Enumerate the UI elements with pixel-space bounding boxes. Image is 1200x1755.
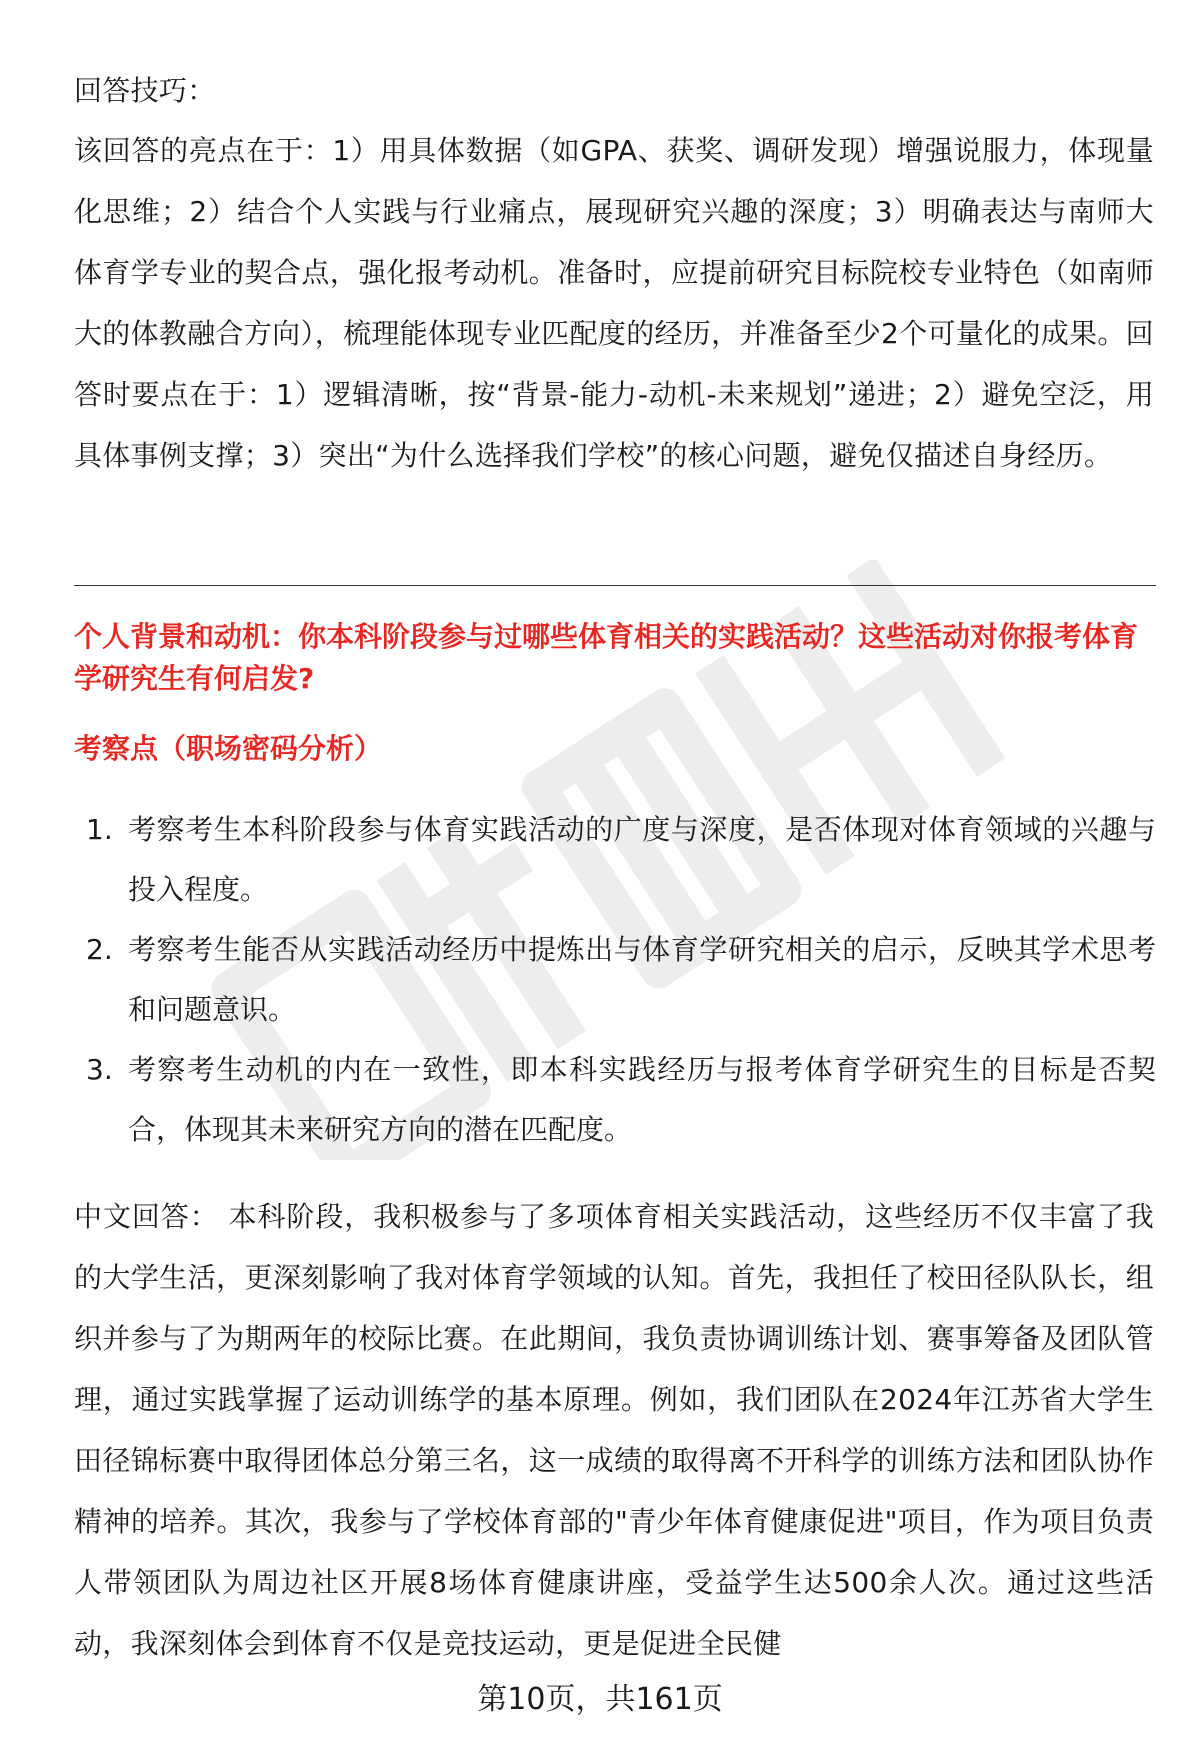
list-item-number: 2. (86, 933, 113, 966)
list-item-text: 考察考生本科阶段参与体育实践活动的广度与深度，是否体现对体育领域的兴趣与投入程度。 (128, 813, 1156, 906)
tips-body: 该回答的亮点在于：1）用具体数据（如GPA、获奖、调研发现）增强说服力，体现量化思维；2）结合个人实践与行业痛点，展现研究兴趣的深度；3）明确表达与南师大体育学专业的契合点，强化报考动机。准备时，应提前研究目标院校专业特色（如南师大的体教融合方向），梳理能体现专业匹配度的经历，并准备至少2个可量化的成果。回答时要点在于：1）逻辑清晰，按“背景-能力-动机-未来规划”递进；2）避免空泛，用具体事例支撑；3）突出“为什么选择我们学校”的核心问题，避免仅描述自身经历。 (74, 134, 1154, 472)
list-item (74, 800, 1156, 920)
list-item-number: 3. (86, 1053, 113, 1086)
list-item-text: 考察考生动机的内在一致性，即本科实践经历与报考体育学研究生的目标是否契合，体现其未来研究方向的潜在匹配度。 (128, 1053, 1156, 1146)
list-item-number: 1. (86, 813, 113, 846)
points-list (74, 800, 1156, 1160)
list-item (74, 920, 1156, 1040)
list-item-text: 考察考生能否从实践活动经历中提炼出与体育学研究相关的启示，反映其学术思考和问题意识。 (128, 933, 1156, 1026)
section-divider (74, 585, 1156, 586)
tips-label: 回答技巧： (74, 74, 216, 107)
question-heading: 个人背景和动机：你本科阶段参与过哪些体育相关的实践活动？这些活动对你报考体育学研究生有何启发? (74, 620, 1139, 695)
points-title: 考察点（职场密码分析） (74, 732, 383, 765)
list-item (74, 1040, 1156, 1160)
page-number: 第10页，共161页 (477, 1682, 723, 1717)
answer-body: 中文回答： 本科阶段，我积极参与了多项体育相关实践活动，这些经历不仅丰富了我的大学生活，更深刻影响了我对体育学领域的认知。首先，我担任了校田径队队长，组织并参与了为期两年的校际比赛。在此期间，我负责协调训练计划、赛事筹备及团队管理，通过实践掌握了运动训练学的基本原理。例如，我们团队在2024年江苏省大学生田径锦标赛中取得团体总分第三名，这一成绩的取得离不开科学的训练方法和团队协作精神的培养。其次，我参与了学校体育部的"青少年体育健康促进"项目，作为项目负责人带领团队为周边社区开展8场体育健康讲座，受益学生达500余人次。通过这些活动，我深刻体会到体育不仅是竞技运动，更是促进全民健 (74, 1200, 1154, 1660)
